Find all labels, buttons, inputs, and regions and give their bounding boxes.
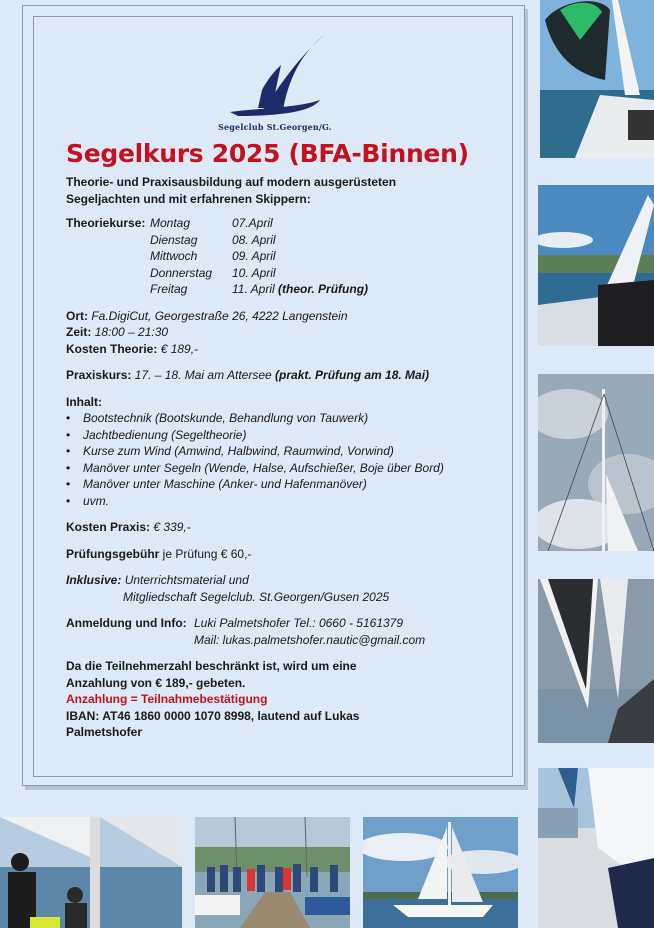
theory-row: [66, 248, 516, 265]
anmeldung-line: Anmeldung und Info: Luki Palmetshofer Tel.: 0660 - 5161379: [66, 616, 404, 630]
list-item: • Manöver unter Segeln (Wende, Halse, Aufschießer, Boje über Bord): [66, 460, 516, 477]
photo-sailboat: [363, 817, 518, 928]
footer-line-4: IBAN: AT46 1860 0000 1070 8998, lautend auf Lukas: [66, 708, 360, 723]
inhalt-label: Inhalt:: [66, 394, 102, 409]
theory-day: Montag: [150, 216, 191, 230]
intro-line-1: Theorie- und Praxisausbildung auf modern ausgerüsteten: [66, 175, 397, 189]
photo-crew-sailing: [0, 817, 182, 928]
sailboat-logo-icon: [228, 30, 328, 120]
footer-line-3: Anzahlung = Teilnahmebestätigung: [66, 692, 268, 706]
theory-day: Dienstag: [150, 232, 198, 247]
list-item: • Kurse zum Wind (Amwind, Halbwind, Raumwind, Vorwind): [66, 443, 516, 460]
photo-sails-deck: [538, 579, 654, 743]
page-title: Segelkurs 2025 (BFA-Binnen): [66, 139, 469, 168]
theory-date: 07.April: [232, 216, 273, 230]
photo-bow: [538, 768, 654, 928]
photo-mast-clouds: [538, 374, 654, 551]
footer-line-5: Palmetshofer: [66, 725, 143, 739]
photo-group-dock: [195, 817, 350, 928]
club-name: Segelclub St.Georgen/G.: [218, 122, 332, 132]
list-item: • Jachtbedienung (Segeltheorie): [66, 427, 516, 444]
anmeldung-mail: Mail: lukas.palmetshofer.nautic@gmail.com: [194, 632, 426, 647]
zeit-line: Zeit: 18:00 – 21:30: [66, 325, 169, 339]
theory-date: 10. April: [232, 265, 276, 280]
course-details: [66, 174, 516, 741]
theory-row: [66, 215, 516, 232]
theory-day: Donnerstag: [150, 265, 213, 280]
theory-date: 11. April (theor. Prüfung): [232, 282, 369, 296]
theory-schedule: [66, 215, 516, 298]
pruefung-line: Prüfungsgebühr je Prüfung € 60,-: [66, 546, 252, 561]
theory-label: Theoriekurse:: [66, 216, 146, 230]
praxis-line: Praxiskurs: 17. – 18. Mai am Attersee (prakt. Prüfung am 18. Mai): [66, 368, 430, 382]
list-item: • uvm.: [66, 493, 516, 510]
theory-exam-note: (theor. Prüfung): [278, 282, 369, 296]
inklusive-line-2: Mitgliedschaft Segelclub. St.Georgen/Gusen 2025: [123, 589, 390, 604]
theory-day: Mittwoch: [150, 249, 198, 263]
list-item: • Bootstechnik (Bootskunde, Behandlung von Tauwerk): [66, 410, 516, 427]
footer-line-1: Da die Teilnehmerzahl beschränkt ist, wird um eine: [66, 659, 357, 673]
theory-row: [66, 232, 516, 249]
photo-mast-lake: [538, 185, 654, 346]
theory-row: [66, 265, 516, 282]
inhalt-list: [66, 410, 516, 509]
inklusive-line: Inklusive: Unterrichtsmaterial und: [66, 573, 249, 587]
photo-spinnaker: [540, 0, 654, 158]
footer-line-2: Anzahlung von € 189,- gebeten.: [66, 675, 246, 690]
theory-date: 09. April: [232, 249, 276, 263]
kosten-theorie-line: Kosten Theorie: € 189,-: [66, 341, 199, 356]
theory-day: Freitag: [150, 282, 188, 296]
theory-row: [66, 281, 516, 298]
ort-line: Ort: Fa.DigiCut, Georgestraße 26, 4222 Langenstein: [66, 308, 348, 323]
intro-line-2: Segeljachten und mit erfahrenen Skippern:: [66, 191, 311, 206]
kosten-praxis-line: Kosten Praxis: € 339,-: [66, 520, 191, 534]
list-item: • Manöver unter Maschine (Anker- und Hafenmanöver): [66, 476, 516, 493]
theory-date: 08. April: [232, 232, 276, 247]
